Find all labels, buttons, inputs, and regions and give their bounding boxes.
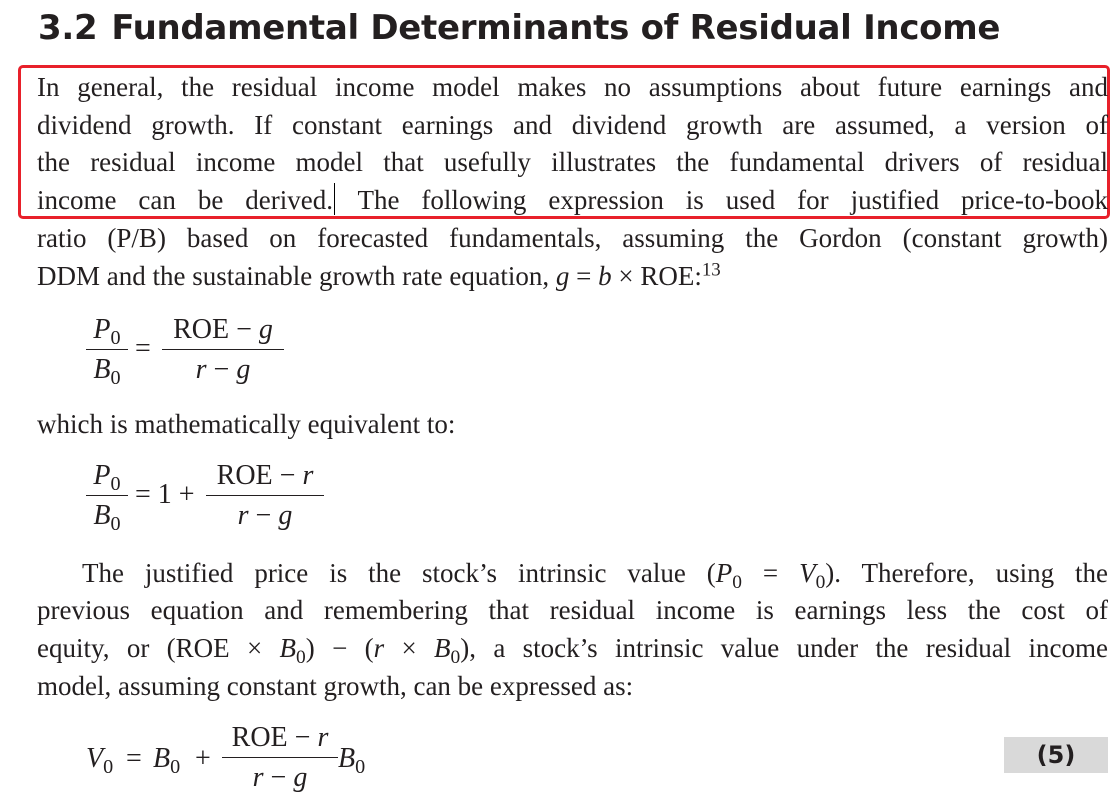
paragraph-1-line-1: In general, the residual income model makes no assumptions about future earnings and bbox=[37, 72, 1108, 102]
equation-2-lhs bbox=[86, 459, 128, 536]
paragraph-1-line-3: the residual income model that usefully illustrates the fundamental drivers of residual bbox=[37, 147, 1108, 177]
equation-5-fraction bbox=[222, 721, 338, 795]
rhs-num-text: ROE − bbox=[173, 314, 259, 345]
equation-1-equals: = bbox=[135, 333, 151, 364]
p3-l3-text: equity, or (ROE × bbox=[37, 633, 280, 663]
fraction-bar bbox=[86, 349, 128, 350]
rhs-den-r: r bbox=[195, 354, 207, 385]
var-b: B bbox=[153, 743, 171, 774]
lhs-p-sub: 0 bbox=[110, 473, 121, 496]
var-b-sub: 0 bbox=[170, 756, 181, 779]
equation-2-rhs bbox=[206, 459, 324, 533]
footnote-ref: 13 bbox=[701, 259, 721, 281]
var-r: r bbox=[373, 633, 385, 663]
equation-5-lhs bbox=[86, 742, 114, 779]
equation-5-b-term bbox=[153, 742, 181, 779]
section-heading bbox=[38, 4, 1000, 52]
rhs-den-op: − bbox=[248, 500, 279, 531]
var-b: B bbox=[279, 633, 297, 663]
var-b: B bbox=[434, 633, 451, 663]
fraction-bar bbox=[162, 349, 284, 350]
fraction-bar bbox=[222, 757, 338, 758]
rhs-den-g: g bbox=[278, 500, 293, 531]
p3-l3-rest: ), a stock’s intrinsic value under the residual income bbox=[460, 633, 1108, 663]
equation-1-lhs bbox=[86, 313, 128, 390]
paragraph-3-line-3 bbox=[37, 630, 1108, 666]
paragraph-3-line-4: model, assuming constant growth, can be expressed as: bbox=[37, 671, 634, 701]
rhs-den-r: r bbox=[252, 762, 264, 793]
var-v: V bbox=[799, 558, 816, 588]
equation-5-equals: = bbox=[126, 743, 142, 774]
times-roe: × ROE: bbox=[611, 261, 702, 291]
var-b: B bbox=[338, 743, 356, 774]
paragraph-2: which is mathematically equivalent to: bbox=[37, 409, 456, 439]
var-b-sub: 0 bbox=[355, 756, 366, 779]
lhs-b-sub: 0 bbox=[110, 367, 121, 390]
paragraph-1-line-6 bbox=[37, 258, 1108, 294]
fraction-bar bbox=[206, 495, 324, 496]
var-b-sub: 0 bbox=[296, 646, 306, 668]
var-b: b bbox=[598, 261, 612, 291]
lhs-p: P bbox=[93, 314, 111, 345]
equation-5-plus: + bbox=[195, 743, 211, 774]
var-v: V bbox=[86, 743, 104, 774]
equals-sign: = bbox=[569, 261, 599, 291]
var-p: P bbox=[715, 558, 733, 588]
paragraph-3-line-1 bbox=[82, 555, 1108, 591]
equation-number-badge: (5) bbox=[1004, 737, 1108, 773]
p3-l1-rest: ). Therefore, using the bbox=[825, 558, 1108, 588]
lhs-p: P bbox=[93, 460, 111, 491]
paragraph-1-line-2: dividend growth. If constant earnings and dividend growth are assumed, a version of bbox=[37, 110, 1108, 140]
rhs-den-op: − bbox=[263, 762, 294, 793]
equation-5-trailing-b bbox=[338, 742, 366, 779]
line-6-text: DDM and the sustainable growth rate equation, bbox=[37, 261, 556, 291]
var-p-sub: 0 bbox=[732, 571, 742, 593]
rhs-den-r: r bbox=[237, 500, 249, 531]
paragraph-1-line-4 bbox=[37, 182, 1108, 218]
var-v-sub: 0 bbox=[103, 756, 114, 779]
lhs-b: B bbox=[93, 500, 111, 531]
p3-l1-text: The justified price is the stock’s intrinsic value ( bbox=[82, 558, 716, 588]
equals-sign: = bbox=[742, 558, 800, 588]
rhs-den-g: g bbox=[293, 762, 308, 793]
lhs-b-sub: 0 bbox=[110, 513, 121, 536]
rhs-num-text: ROE − bbox=[216, 460, 303, 491]
paragraph-3-line-2: previous equation and remembering that residual income is earnings less the cost of bbox=[37, 595, 1108, 625]
p3-l3-minus: ) − ( bbox=[305, 633, 374, 663]
rhs-den-g: g bbox=[236, 354, 251, 385]
lhs-b: B bbox=[93, 354, 111, 385]
highlighted-text-end: income can be derived. bbox=[37, 185, 333, 215]
var-g: g bbox=[555, 261, 570, 291]
text-cursor bbox=[334, 183, 335, 215]
fraction-bar bbox=[86, 495, 128, 496]
section-title: Fundamental Determinants of Residual Income bbox=[111, 8, 1001, 48]
times-sign: × bbox=[384, 633, 435, 663]
var-b-sub: 0 bbox=[450, 646, 461, 668]
equation-1-rhs bbox=[162, 313, 284, 387]
rhs-num-var: r bbox=[317, 722, 329, 753]
equation-2-equals-one-plus: = 1 + bbox=[135, 479, 195, 510]
rhs-num-var: g bbox=[258, 314, 273, 345]
rhs-den-op: − bbox=[206, 354, 237, 385]
var-v-sub: 0 bbox=[815, 571, 826, 593]
paragraph-1-line-5: ratio (P/B) based on forecasted fundamentals, assuming the Gordon (constant growth) bbox=[37, 223, 1108, 253]
rhs-num-text: ROE − bbox=[231, 722, 318, 753]
lhs-p-sub: 0 bbox=[110, 327, 121, 350]
paragraph-1-line-4-rest: The following expression is used for justified price-to-book bbox=[336, 185, 1108, 215]
section-number: 3.2 bbox=[38, 8, 98, 48]
rhs-num-var: r bbox=[302, 460, 314, 491]
